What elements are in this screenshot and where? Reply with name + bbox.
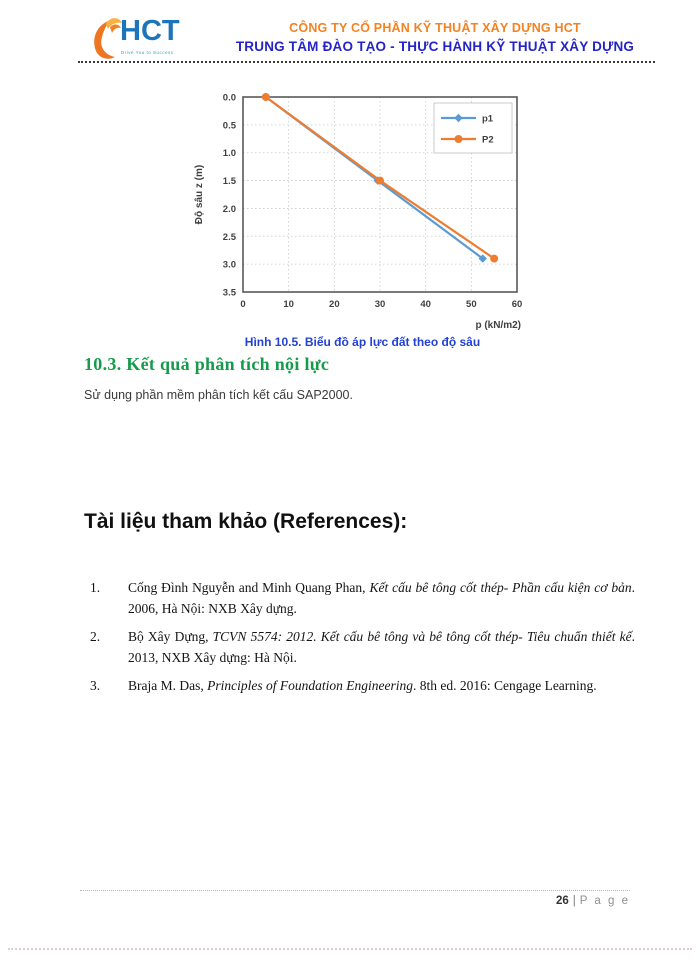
figure-caption: Hình 10.5. Biểu đồ áp lực đất theo độ sâu [244,335,481,349]
reference-number: 1. [90,580,101,595]
svg-text:30: 30 [374,299,386,310]
reference-number: 2. [90,628,101,644]
reference-item [90,578,635,620]
svg-text:0.5: 0.5 [222,120,236,132]
pressure-depth-chart [190,87,535,337]
svg-text:20: 20 [329,299,340,310]
hct-logo-tagline: Drive You to Success [121,50,174,55]
section-heading: 10.3. Kết quả phân tích nội lực [84,354,330,374]
page-number-label [80,895,630,907]
header-company-block [225,21,645,54]
svg-text:1.0: 1.0 [222,148,236,160]
svg-text:60: 60 [511,299,523,310]
svg-text:1.5: 1.5 [222,176,236,188]
page-number-separator: | [572,895,576,907]
svg-text:p1: p1 [482,113,494,125]
svg-text:2.5: 2.5 [222,231,236,243]
header-divider [78,61,655,63]
svg-text:3.0: 3.0 [222,259,236,271]
svg-text:0.0: 0.0 [222,92,236,104]
svg-text:2.0: 2.0 [222,203,236,215]
hct-logo [88,13,198,65]
svg-text:50: 50 [466,299,477,310]
svg-text:P2: P2 [482,134,494,146]
reference-text: Braja M. Das, Principles of Foundation Engineering. 8th ed. 2016: Cengage Learning. [128,677,597,693]
reference-text: Cống Đình Nguyễn and Minh Quang Phan, Kết cấu bê tông cốt thép- Phần cấu kiện cơ bản. 2006, Hà Nội: NXB Xây dựng. [128,580,636,616]
references-title: Tài liệu tham khảo (References): [84,510,408,533]
page-number: 26 [555,895,569,907]
page-bottom-border [8,948,692,950]
svg-text:0: 0 [240,299,246,310]
svg-text:3.5: 3.5 [222,287,236,299]
svg-text:p (kN/m2): p (kN/m2) [475,320,521,331]
svg-text:10: 10 [283,299,294,310]
reference-item [90,627,635,669]
reference-item [90,676,635,697]
training-center-name: TRUNG TÂM ĐÀO TẠO - THỰC HÀNH KỸ THUẬT XÂY DỰNG [235,39,635,54]
svg-text:Độ sâu z (m): Độ sâu z (m) [194,164,205,225]
company-name: CÔNG TY CỔ PHẦN KỸ THUẬT XÂY DỰNG HCT [289,21,581,35]
svg-text:40: 40 [420,299,431,310]
reference-text: Bộ Xây Dựng, TCVN 5574: 2012. Kết cấu bê tông và bê tông cốt thép- Tiêu chuẩn thiết kế. 2013, NXB Xây dựng: Hà Nội. [128,628,635,665]
hct-logo-text: HCT [120,15,180,47]
references-list [90,578,635,704]
reference-number: 3. [90,677,101,693]
hct-logo-swoosh-icon [88,14,122,62]
page-word: P a g e [579,895,630,907]
chart-canvas [190,87,535,337]
section-body-text: Sử dụng phần mềm phân tích kết cấu SAP2000. [84,388,353,402]
footer-divider [80,890,630,891]
